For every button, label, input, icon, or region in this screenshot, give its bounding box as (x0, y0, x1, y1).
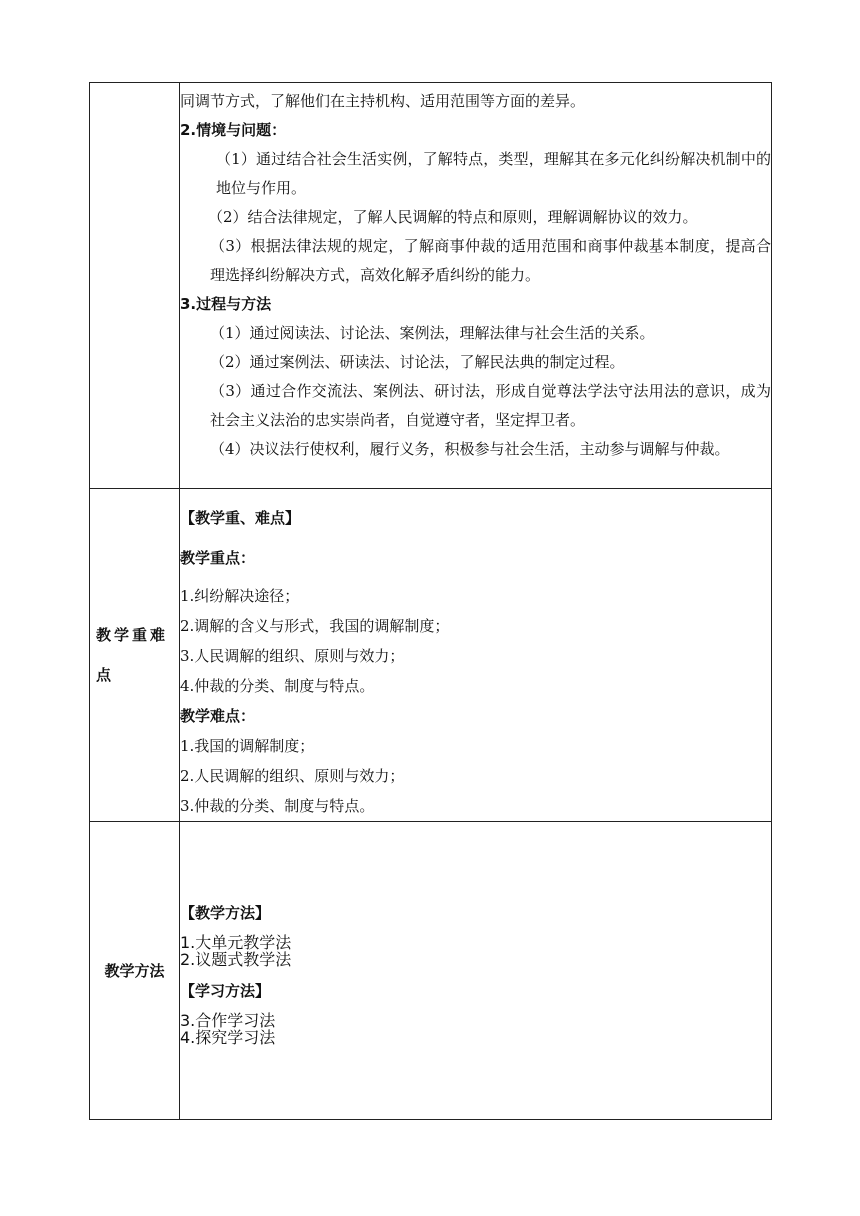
key-point-item: 2.调解的含义与形式，我国的调解制度； (180, 617, 450, 635)
difficult-points-title: 教学难点： (180, 707, 256, 725)
teaching-methods-content-cell (180, 822, 772, 1120)
situation-item-2: （2）结合法律规定，了解人民调解的特点和原则，理解调解协议的效力。 (208, 208, 698, 226)
difficult-point-item: 2.人民调解的组织、原则与效力； (180, 767, 405, 785)
key-point-item: 1.纠纷解决途径； (180, 587, 300, 605)
process-item-1: （1）通过阅读法、讨论法、案例法，理解法律与社会生活的关系。 (210, 324, 655, 342)
key-difficult-section-title: 【教学重、难点】 (180, 509, 301, 527)
teaching-methods-row (90, 822, 772, 1120)
key-points-row (90, 489, 772, 822)
key-points-label-line-1: 教学重难 (96, 626, 169, 644)
teaching-method-item: 2.议题式教学法 (180, 950, 292, 969)
objectives-row (90, 83, 772, 489)
learning-method-item: 3.合作学习法 (180, 1011, 276, 1030)
key-points-content-cell (180, 489, 772, 822)
teaching-methods-title: 【教学方法】 (180, 904, 271, 922)
teaching-methods-label: 教学方法 (104, 961, 165, 980)
key-point-item: 3.人民调解的组织、原则与效力； (180, 647, 405, 665)
key-points-title: 教学重点： (180, 549, 256, 567)
process-item-4: （4）决议法行使权利，履行义务，积极参与社会生活，主动参与调解与仲裁。 (210, 440, 730, 458)
process-heading: 3.过程与方法 (180, 295, 272, 313)
objectives-label-cell (90, 83, 180, 489)
process-item-3: （3）通过合作交流法、案例法、研讨法，形成自觉尊法学法守法用法的意识，成为社会主义法治的忠实崇尚者，自觉遵守者，坚定捍卫者。 (210, 382, 771, 429)
situation-item-1: （1）通过结合社会生活实例，了解特点，类型，理解其在多元化纠纷解决机制中的地位与作用。 (216, 150, 771, 197)
key-point-item: 4.仲裁的分类、制度与特点。 (180, 677, 375, 695)
learning-methods-title: 【学习方法】 (180, 982, 271, 1000)
key-points-label-line-2: 点 (96, 666, 115, 684)
difficult-point-item: 3.仲裁的分类、制度与特点。 (180, 797, 375, 815)
situation-item-3: （3）根据法律法规的规定，了解商事仲裁的适用范围和商事仲裁基本制度，提高合理选择纠纷解决方式，高效化解矛盾纠纷的能力。 (210, 237, 771, 284)
situation-heading: 2.情境与问题： (180, 121, 287, 139)
objectives-content-cell (180, 83, 772, 489)
key-points-label-cell (90, 489, 180, 822)
teaching-method-item: 1.大单元教学法 (180, 933, 292, 952)
learning-method-item: 4.探究学习法 (180, 1028, 276, 1047)
teaching-methods-label-cell (90, 822, 180, 1120)
lesson-plan-table (89, 82, 772, 1120)
objectives-line-1: 同调节方式，了解他们在主持机构、适用范围等方面的差异。 (180, 92, 586, 110)
process-item-2: （2）通过案例法、研读法、讨论法，了解民法典的制定过程。 (210, 353, 625, 371)
difficult-point-item: 1.我国的调解制度； (180, 737, 315, 755)
